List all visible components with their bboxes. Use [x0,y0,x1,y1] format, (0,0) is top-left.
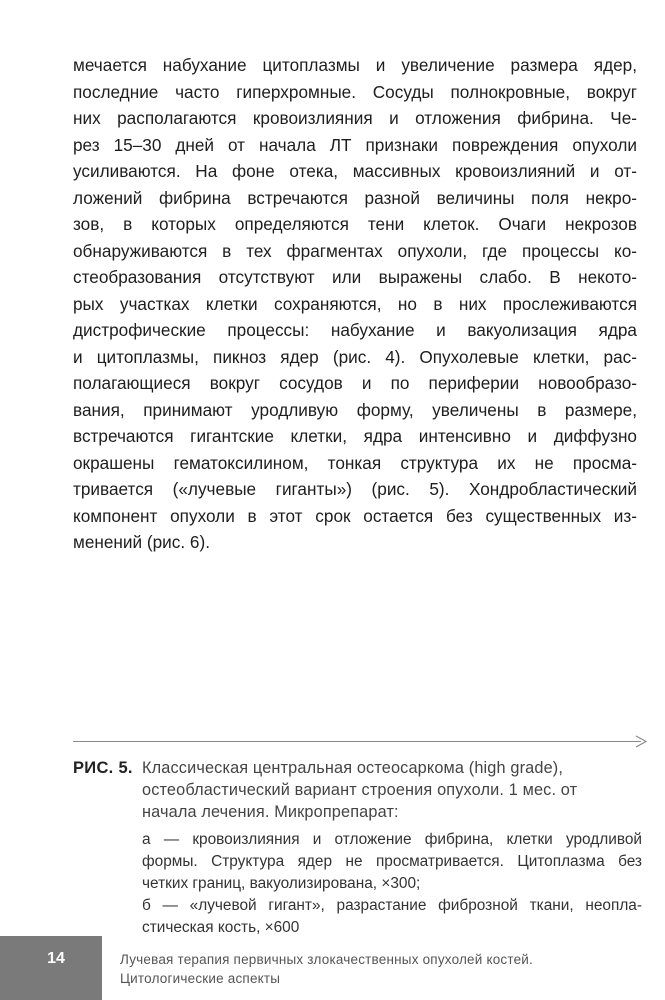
body-line: ложений фибрина встречаются разной величины поля некро- [73,187,637,208]
figure-title-line: начала лечения. Микропрепарат: [142,803,399,821]
body-line: стеобразования отсутствуют или выражены слабо. В некото- [73,267,637,287]
body-line: дистрофические процессы: набухание и вакуолизация ядра [73,320,637,340]
figure-part-line: а — кровоизлияния и отложение фибрина, клетки уродливой [142,831,642,848]
figure-label: РИС. 5. [73,759,133,777]
body-line: зов, в которых определяются тени клеток. Очаги некрозов [73,214,637,234]
figure-title [142,757,642,823]
arrow-right-icon [634,735,648,748]
figure-part-line: формы. Структура ядер не просматривается. Цитоплазма без [142,853,642,870]
body-line: встречаются гигантские клетки, ядра интенсивно и диффузно [73,426,637,446]
figure-title-line: Классическая центральная остеосаркома (high grade), [142,759,564,777]
body-line: последние часто гиперхромные. Сосуды полнокровные, вокруг [73,81,637,102]
body-line: усиливаются. На фоне отека, массивных кровоизлияний и от- [73,161,637,181]
body-line: компонент опухоли в этот срок остается без существенных из- [73,505,637,526]
figure-part-line: стическая кость, ×600 [142,919,300,936]
body-line: менений (рис. 6). [73,532,210,552]
page-number-box [0,936,102,1000]
figure-part-line: б — «лучевой гигант», разрастание фиброзной ткани, неопла- [142,897,642,914]
body-line: окрашены гематоксилином, тонкая структура их не просма- [73,452,637,473]
body-line: мечается набухание цитоплазмы и увеличение размера ядер, [73,55,637,75]
running-footer [120,950,650,988]
page-number: 14 [47,950,65,967]
body-line: тривается («лучевые гиганты») (рис. 5). Хондробластический [73,479,637,499]
body-line: обнаруживаются в тех фрагментах опухоли, где процессы ко- [73,240,637,261]
body-line: вания, принимают уродливую форму, увеличены в размере, [73,399,637,420]
figure-title-line: остеобластический вариант строения опухоли. 1 мес. от [142,781,578,799]
body-line: полагающиеся вокруг сосудов и по периферии новообразо- [73,373,637,393]
running-footer-line: Цитологические аспекты [120,971,281,986]
caption-divider [73,741,641,742]
body-line: них располагаются кровоизлияния и отложения фибрина. Че- [73,108,637,128]
figure-parts [142,829,642,939]
body-line: и цитоплазмы, пикноз ядер (рис. 4). Опухолевые клетки, рас- [73,346,637,367]
figure-part-line: четких границ, вакуолизирована, ×300; [142,875,421,892]
running-footer-line: Лучевая терапия первичных злокачественных опухолей костей. [120,952,534,967]
body-paragraph [73,52,637,556]
body-line: рых участках клетки сохраняются, но в них прослеживаются [73,293,637,314]
body-line: рез 15–30 дней от начала ЛТ признаки повреждения опухоли [73,134,637,155]
